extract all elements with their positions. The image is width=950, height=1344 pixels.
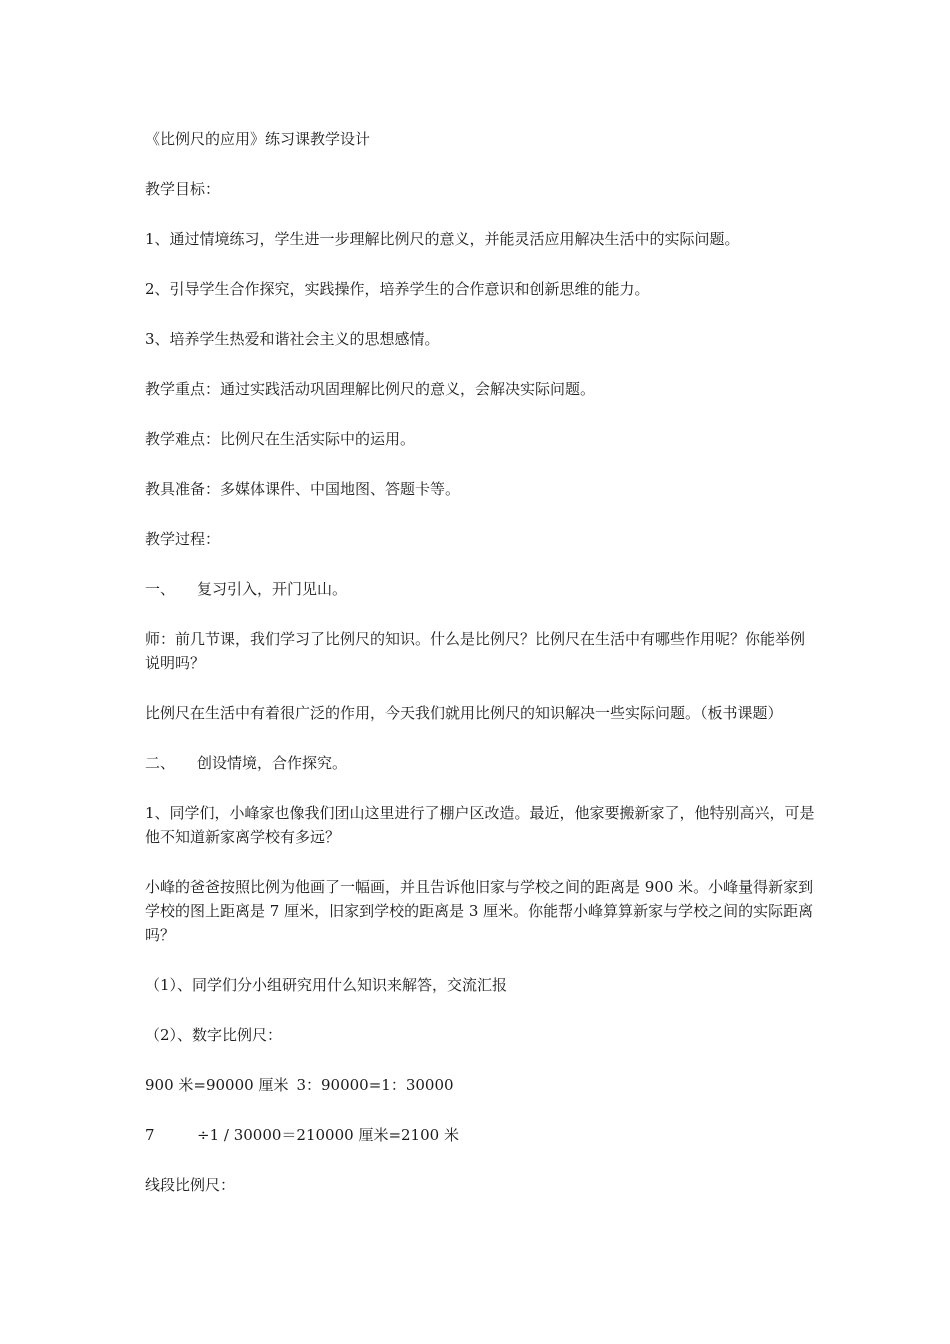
section-2-text: 创设情境，合作探究。 — [197, 754, 348, 772]
section-2-number: 二、 — [145, 754, 176, 772]
teacher-question: 师：前几节课，我们学习了比例尺的知识。什么是比例尺？比例尺在生活中有哪些作用呢？你能举例说明吗？ — [145, 630, 806, 672]
difficulty: 教学难点：比例尺在生活实际中的运用。 — [145, 430, 416, 448]
calculation-1 — [145, 1073, 815, 1097]
line-scale-label: 线段比例尺： — [145, 1176, 236, 1194]
section-1-number: 一、 — [145, 580, 176, 598]
objective-2: 2、引导学生合作探究，实践操作，培养学生的合作意识和创新思维的能力。 — [145, 280, 650, 298]
calculation-2-operand: 7 — [145, 1126, 155, 1144]
materials: 教具准备：多媒体课件、中国地图、答题卡等。 — [145, 480, 461, 498]
key-point: 教学重点：通过实践活动巩固理解比例尺的意义，会解决实际问题。 — [145, 380, 596, 398]
section-1-text: 复习引入，开门见山。 — [197, 580, 348, 598]
document-title: 《比例尺的应用》练习课教学设计 — [145, 130, 371, 148]
calculation-1-conversion: 900 米=90000 厘米 — [145, 1076, 289, 1094]
calculation-2-result: ÷1 / 30000＝210000 厘米=2100 米 — [197, 1126, 459, 1144]
objectives-heading: 教学目标： — [145, 180, 221, 198]
objective-1: 1、通过情境练习，学生进一步理解比例尺的意义，并能灵活应用解决生活中的实际问题。 — [145, 230, 740, 248]
calculation-1-ratio: 3：90000=1：30000 — [296, 1076, 454, 1094]
section-1-heading — [145, 577, 815, 601]
process-heading: 教学过程： — [145, 530, 221, 548]
scenario-paragraph-1: 1、同学们，小峰家也像我们团山这里进行了棚户区改造。最近，他家要搬新家了，他特别高兴，可是他不知道新家离学校有多远？ — [145, 804, 815, 846]
calculation-2 — [145, 1123, 815, 1147]
document-body — [145, 127, 815, 1223]
step-2: （2）、数字比例尺： — [145, 1026, 283, 1044]
scenario-paragraph-2: 小峰的爸爸按照比例为他画了一幅画，并且告诉他旧家与学校之间的距离是 900 米。小峰量得新家到学校的图上距离是 7 厘米，旧家到学校的距离是 3 厘米。你能帮小峰算算新家与学校之间的实际距离吗？ — [145, 878, 814, 944]
section-2-heading — [145, 751, 815, 775]
objective-3: 3、培养学生热爱和谐社会主义的思想感情。 — [145, 330, 440, 348]
step-1: （1）、同学们分小组研究用什么知识来解答，交流汇报 — [145, 976, 508, 994]
intro-paragraph: 比例尺在生活中有着很广泛的作用，今天我们就用比例尺的知识解决一些实际问题。（板书课题） — [145, 704, 783, 722]
